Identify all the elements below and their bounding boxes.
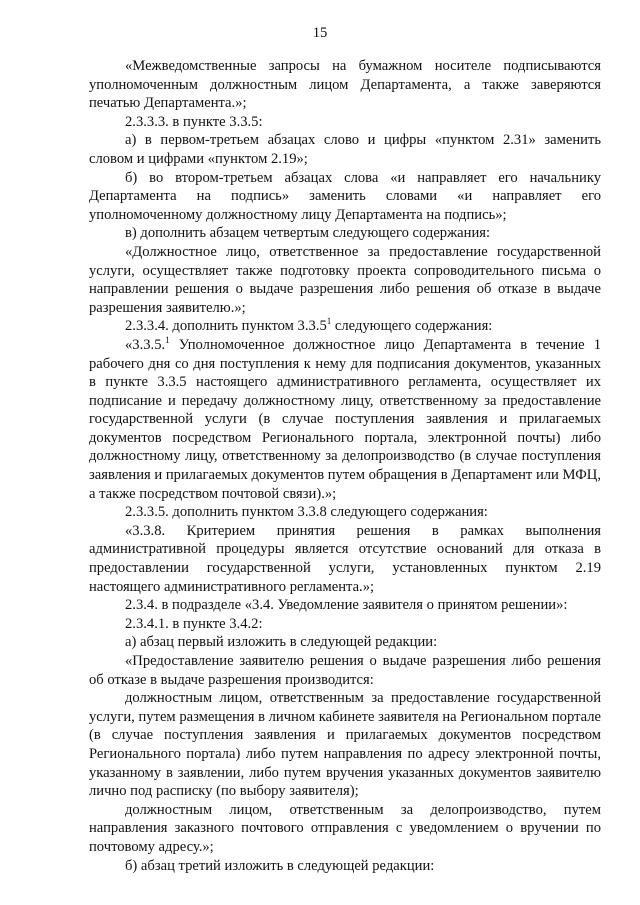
paragraph: 2.3.4.1. в пункте 3.4.2: bbox=[125, 615, 263, 632]
paragraph: должностным лицом, ответственным за делопроизводство, путем направления заказного почтового отправления с уведомлением о вручении по почтовому адресу.»; bbox=[89, 801, 601, 855]
paragraph: «Предоставление заявителю решения о выдаче разрешения либо решения об отказе в выдаче разрешения производится: bbox=[89, 653, 601, 688]
paragraph-text: Уполномоченное должностное лицо Департамента в течение 1 рабочего дня со дня поступления к нему для подписания документов, указанных в пункте 3.3.5 настоящего административного регламента, осуществляет их подписание и передачу должностному лицу, ответственному за предоставление государственной услуги (в случае поступления заявления и прилагаемых документов посредством Регионального портала, электронной почты) либо должностному лицу, ответственному за делопроизводство (в случае поступления заявления и прилагаемых документов путем обращения в Департамент или МФЦ, а также посредством почтовой связи).»; bbox=[89, 336, 601, 502]
paragraph: «3.3.8. Критерием принятия решения в рамках выполнения административной процедуры является отсутствие оснований для отказа в предоставлении государственной услуги, установленных пунктом 2.19 настоящего административного регламента.»; bbox=[89, 522, 601, 595]
page-number: 15 bbox=[312, 25, 328, 41]
superscript: 1 bbox=[326, 316, 332, 327]
paragraph: 2.3.4. в подразделе «3.4. Уведомление заявителя о принятом решении»: bbox=[125, 597, 568, 614]
paragraph-amend-3-3-5-1 bbox=[89, 317, 601, 336]
superscript: 1 bbox=[165, 335, 170, 346]
paragraph: «Должностное лицо, ответственное за предоставление государственной услуги, осуществляет также подготовку проекта сопроводительного письма о направлении решения о выдаче разрешения либо решения об отказе в выдаче разрешения заявителю.»; bbox=[89, 243, 601, 316]
paragraph: а) в первом-третьем абзацах слово и цифры «пунктом 2.31» заменить словом и цифрами «пунктом 2.19»; bbox=[89, 132, 601, 167]
paragraph: а) абзац первый изложить в следующей редакции: bbox=[125, 634, 438, 651]
paragraph-text: «3.3.5. bbox=[125, 336, 166, 353]
paragraph: б) абзац третий изложить в следующей редакции: bbox=[125, 857, 435, 874]
document-body bbox=[89, 57, 601, 875]
paragraph: б) во втором-третьем абзацах слова «и направляет его начальнику Департамента на подпись» заменить словами «и направляет его уполномоченному должностному лицу Департамента на подпись»; bbox=[89, 169, 601, 223]
paragraph-text: следующего содержания: bbox=[331, 318, 493, 335]
paragraph-text: 2.3.3.4. дополнить пунктом 3.3.5 bbox=[125, 318, 327, 335]
paragraph: 2.3.3.5. дополнить пунктом 3.3.8 следующего содержания: bbox=[125, 504, 488, 521]
paragraph: должностным лицом, ответственным за предоставление государственной услуги, путем размещения в личном кабинете заявителя на Региональном портале (в случае поступления заявления и прилагаемых документов посредством Регионального портала) либо путем направления по адресу электронной почты, указанному в заявлении, либо путем вручения указанных документов заявителю лично под расписку (по выбору заявителя); bbox=[89, 690, 601, 800]
paragraph: 2.3.3.3. в пункте 3.3.5: bbox=[125, 113, 263, 130]
paragraph: «Межведомственные запросы на бумажном носителе подписываются уполномоченным должностным лицом Департамента, а также заверяются печатью Департамента.»; bbox=[89, 58, 601, 112]
paragraph-text-3-3-5-1 bbox=[89, 336, 601, 503]
paragraph: в) дополнить абзацем четвертым следующего содержания: bbox=[125, 225, 491, 242]
